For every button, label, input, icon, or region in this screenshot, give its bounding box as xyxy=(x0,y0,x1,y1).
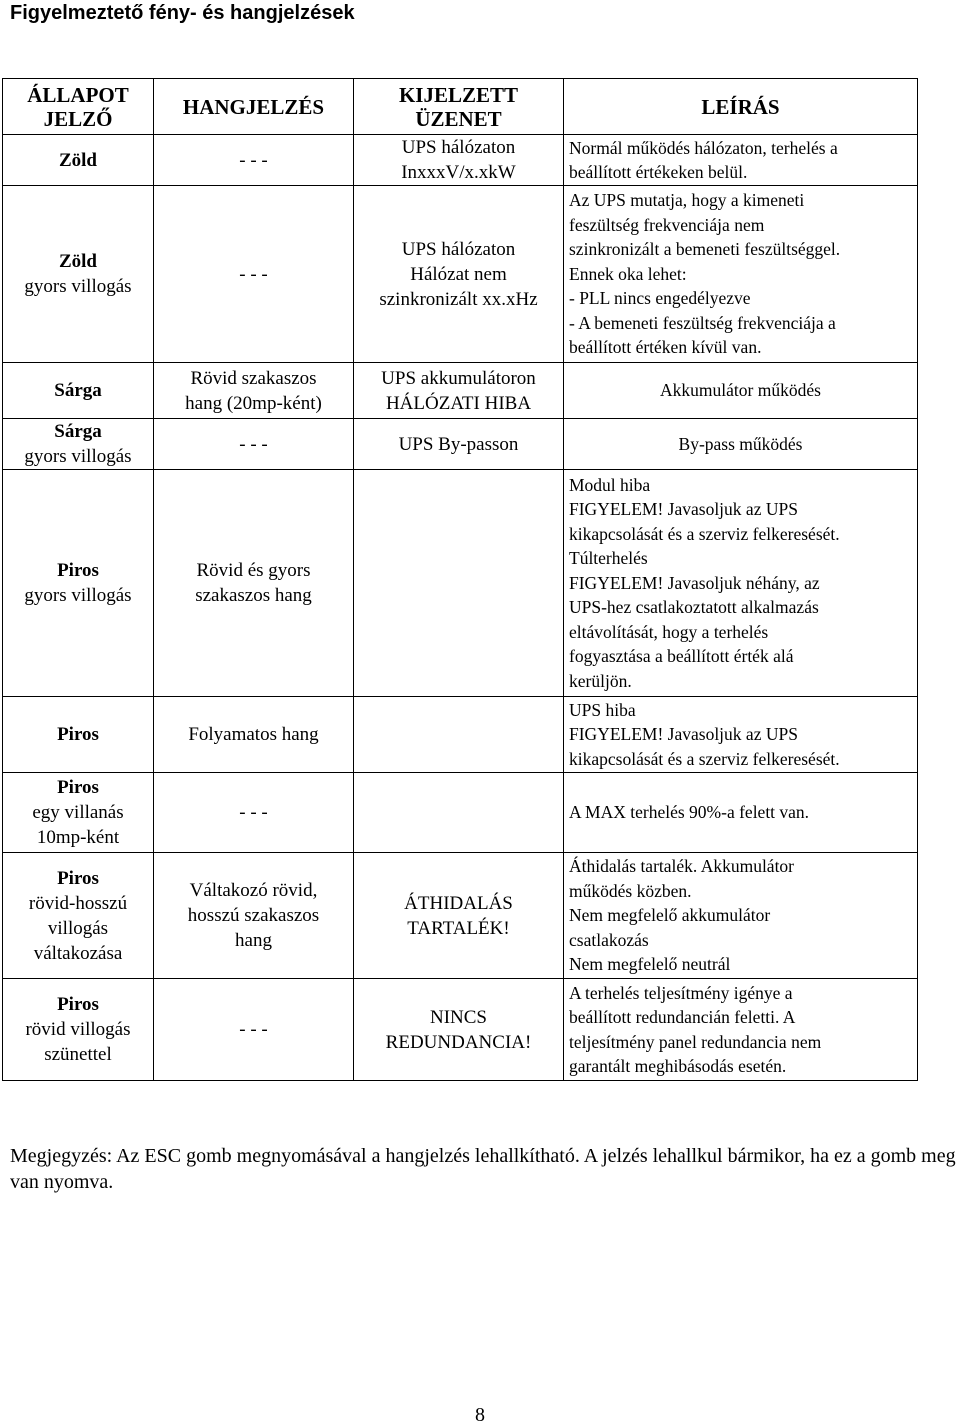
message-cell: UPS By-passon xyxy=(354,419,564,470)
sound-cell: Rövid szakaszos hang (20mp-ként) xyxy=(154,363,354,419)
table-header-row xyxy=(3,79,918,135)
table-row xyxy=(3,853,918,979)
header-status: ÁLLAPOT JELZŐ xyxy=(3,79,154,135)
table-row xyxy=(3,773,918,853)
status-cell: Sárga xyxy=(3,363,154,419)
header-sound: HANGJELZÉS xyxy=(154,79,354,135)
sound-cell: Rövid és gyors szakaszos hang xyxy=(154,470,354,697)
sound-cell: - - - xyxy=(154,773,354,853)
description-cell: A terhelés teljesítmény igénye a beállított redundancián feletti. A teljesítmény panel redundancia nem garantált meghibásodás esetén. xyxy=(564,979,918,1081)
header-message: KIJELZETT ÜZENET xyxy=(354,79,564,135)
message-cell xyxy=(354,773,564,853)
message-cell: UPS akkumulátoron HÁLÓZATI HIBA xyxy=(354,363,564,419)
message-cell: NINCS REDUNDANCIA! xyxy=(354,979,564,1081)
message-cell: UPS hálózaton Hálózat nem szinkronizált xx.xHz xyxy=(354,186,564,363)
page-title: Figyelmeztető fény- és hangjelzések xyxy=(10,2,355,24)
status-cell: Piros rövid-hosszú villogás váltakozása xyxy=(3,853,154,979)
status-cell: Sárga gyors villogás xyxy=(3,419,154,470)
table-row xyxy=(3,363,918,419)
page-number: 8 xyxy=(475,1404,485,1426)
table-row xyxy=(3,419,918,470)
description-cell: Akkumulátor működés xyxy=(564,363,918,419)
status-cell: Zöld xyxy=(3,135,154,186)
message-cell xyxy=(354,470,564,697)
message-cell: UPS hálózaton InxxxV/x.xkW xyxy=(354,135,564,186)
message-cell xyxy=(354,697,564,773)
sound-cell: - - - xyxy=(154,979,354,1081)
header-description: LEÍRÁS xyxy=(564,79,918,135)
status-cell: Piros rövid villogás szünettel xyxy=(3,979,154,1081)
sound-cell: - - - xyxy=(154,135,354,186)
sound-cell: Folyamatos hang xyxy=(154,697,354,773)
table-row xyxy=(3,186,918,363)
sound-cell: Váltakozó rövid, hosszú szakaszos hang xyxy=(154,853,354,979)
description-cell: Áthidalás tartalék. Akkumulátor működés közben. Nem megfelelő akkumulátor csatlakozás Nem megfelelő neutrál xyxy=(564,853,918,979)
footnote: Megjegyzés: Az ESC gomb megnyomásával a hangjelzés lehallkítható. A jelzés lehallkul bármikor, ha ez a gomb meg van nyomva. xyxy=(10,1145,956,1193)
table-row xyxy=(3,470,918,697)
description-cell: Normál működés hálózaton, terhelés a beállított értékeken belül. xyxy=(564,135,918,186)
status-cell: Zöld gyors villogás xyxy=(3,186,154,363)
sound-cell: - - - xyxy=(154,186,354,363)
status-cell: Piros egy villanás 10mp-ként xyxy=(3,773,154,853)
sound-cell: - - - xyxy=(154,419,354,470)
table-row xyxy=(3,979,918,1081)
status-cell: Piros gyors villogás xyxy=(3,470,154,697)
description-cell: By-pass működés xyxy=(564,419,918,470)
description-cell: Modul hiba FIGYELEM! Javasoljuk az UPS kikapcsolását és a szerviz felkeresését. Túlterhelés FIGYELEM! Javasoljuk néhány, az UPS-hez csatlakoztatott alkalmazás eltávolítását, hogy a terhelés fogyasztása a beállított érték alá kerüljön. xyxy=(564,470,918,697)
description-cell: A MAX terhelés 90%-a felett van. xyxy=(564,773,918,853)
table-row xyxy=(3,697,918,773)
description-cell: Az UPS mutatja, hogy a kimeneti feszültség frekvenciája nem szinkronizált a bemeneti feszültséggel. Ennek oka lehet: - PLL nincs engedélyezve - A bemeneti feszültség frekvenciája a beállított értéken kívül van. xyxy=(564,186,918,363)
status-cell: Piros xyxy=(3,697,154,773)
message-cell: ÁTHIDALÁS TARTALÉK! xyxy=(354,853,564,979)
description-cell: UPS hiba FIGYELEM! Javasoljuk az UPS kikapcsolását és a szerviz felkeresését. xyxy=(564,697,918,773)
table-row xyxy=(3,135,918,186)
warning-signals-table xyxy=(2,78,918,1081)
